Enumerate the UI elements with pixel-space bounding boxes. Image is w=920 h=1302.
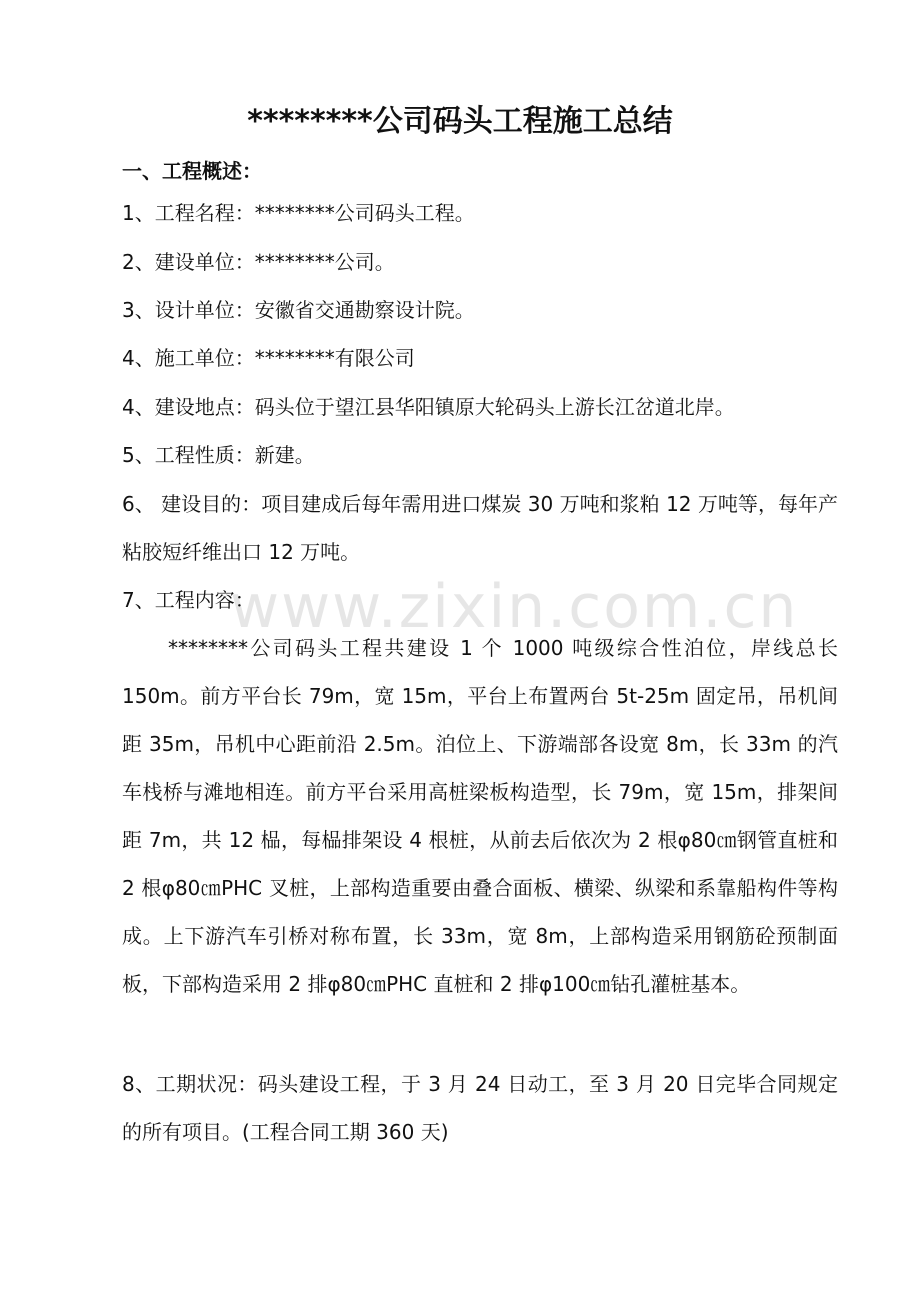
item-schedule <box>122 1060 838 1156</box>
item-content-body <box>122 624 838 1008</box>
item-nature: 5、工程性质：新建。 <box>122 443 315 467</box>
watermark: www.zixin.com.cn <box>230 572 799 642</box>
item-location: 4、建设地点：码头位于望江县华阳镇原大轮码头上游长江岔道北岸。 <box>122 395 735 419</box>
item-content-label: 7、工程内容： <box>122 588 255 612</box>
document-title: ********公司码头工程施工总结 <box>247 104 673 139</box>
item-designer: 3、设计单位：安徽省交通勘察设计院。 <box>122 298 475 322</box>
item-project-name: 1、工程名程：********公司码头工程。 <box>122 201 475 225</box>
item-content-text: ********公司码头工程共建设 1 个 1000 吨级综合性泊位，岸线总长 150m。前方平台长 79m，宽 15m，平台上布置两台 5t-25m 固定吊，吊机间距 35m，吊机中心距前沿 2.5m。泊位上、下游端部各设宽 8m，长 33m 的汽车栈桥与滩地相连。前方平台采用高桩梁板构造型，长 79m，宽 15m，排架间距 7m，共 12 榀，每榀排架设 4 根桩，从前去后依次为 2 根φ80㎝钢管直桩和 2 根φ80㎝PHC 叉桩，上部构造重要由叠合面板、横梁、纵梁和系靠船构件等构成。上下游汽车引桥对称布置，长 33m，宽 8m，上部构造采用钢筋砼预制面板，下部构造采用 2 排φ80㎝PHC 直桩和 2 排φ100㎝钻孔灌桩基本。 <box>122 636 838 996</box>
item-schedule-text: 8、工期状况：码头建设工程，于 3 月 24 日动工，至 3 月 20 日完毕合同规定的所有项目。(工程合同工期 360 天) <box>122 1072 838 1144</box>
item-owner: 2、建设单位：********公司。 <box>122 250 395 274</box>
item-purpose <box>122 480 838 576</box>
item-purpose-text: 6、 建设目的：项目建成后每年需用进口煤炭 30 万吨和浆粕 12 万吨等，每年产粘胶短纤维出口 12 万吨。 <box>122 492 838 564</box>
item-contractor: 4、施工单位：********有限公司 <box>122 346 415 370</box>
section-heading: 一、工程概述： <box>122 159 262 183</box>
